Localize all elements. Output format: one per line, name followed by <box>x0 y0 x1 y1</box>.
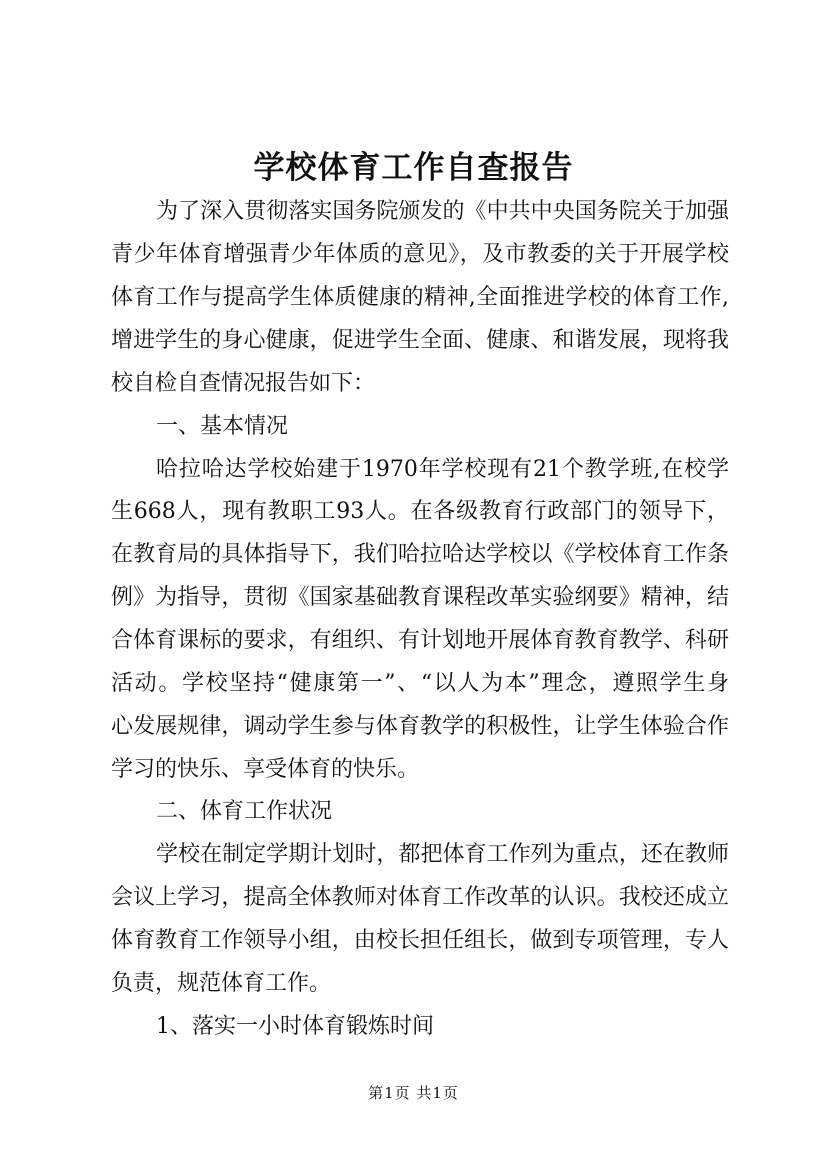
subsection-heading: 1、落实一小时体育锻炼时间 <box>156 1014 434 1039</box>
paragraph-line: 校自检自查情况报告如下： <box>111 371 376 396</box>
paragraph-line: 会议上学习，提高全体教师对体育工作改革的认识。我校还成立 <box>111 885 729 910</box>
paragraph-line: 体育教育工作领导小组，由校长担任组长，做到专项管理，专人 <box>111 928 729 953</box>
paragraph-line: 负责，规范体育工作。 <box>111 971 332 996</box>
section-heading: 一、基本情况 <box>156 414 289 439</box>
paragraph-line: 哈拉哈达学校始建于1970年学校现有21个教学班,在校学 <box>156 457 729 482</box>
paragraph-line: 合体育课标的要求，有组织、有计划地开展体育教育教学、科研 <box>111 628 729 653</box>
paragraph-line: 生668人，现有教职工93人。在各级教育行政部门的领导下， <box>111 499 729 524</box>
paragraph-line: 为了深入贯彻落实国务院颁发的《中共中央国务院关于加强 <box>156 199 729 224</box>
paragraph-line: 活动。学校坚持“健康第一”、“以人为本”理念，遵照学生身 <box>111 671 729 696</box>
document-title: 学校体育工作自查报告 <box>253 150 574 186</box>
page-footer: 第1页 共1页 <box>368 1084 459 1102</box>
paragraph-line: 学校在制定学期计划时，都把体育工作列为重点，还在教师 <box>156 842 729 867</box>
paragraph-line: 学习的快乐、享受体育的快乐。 <box>111 757 420 782</box>
paragraph-line: 心发展规律，调动学生参与体育教学的积极性，让学生体验合作 <box>111 714 729 739</box>
section-heading: 二、体育工作状况 <box>156 799 333 824</box>
paragraph-line: 增进学生的身心健康，促进学生全面、健康、和谐发展，现将我 <box>111 328 729 353</box>
paragraph-line: 例》为指导，贯彻《国家基础教育课程改革实验纲要》精神，结 <box>111 585 729 610</box>
paragraph-line: 青少年体育增强青少年体质的意见》，及市教委的关于开展学校 <box>111 242 729 267</box>
paragraph-line: 在教育局的具体指导下，我们哈拉哈达学校以《学校体育工作条 <box>111 542 729 567</box>
paragraph-line: 体育工作与提高学生体质健康的精神,全面推进学校的体育工作, <box>111 285 729 310</box>
